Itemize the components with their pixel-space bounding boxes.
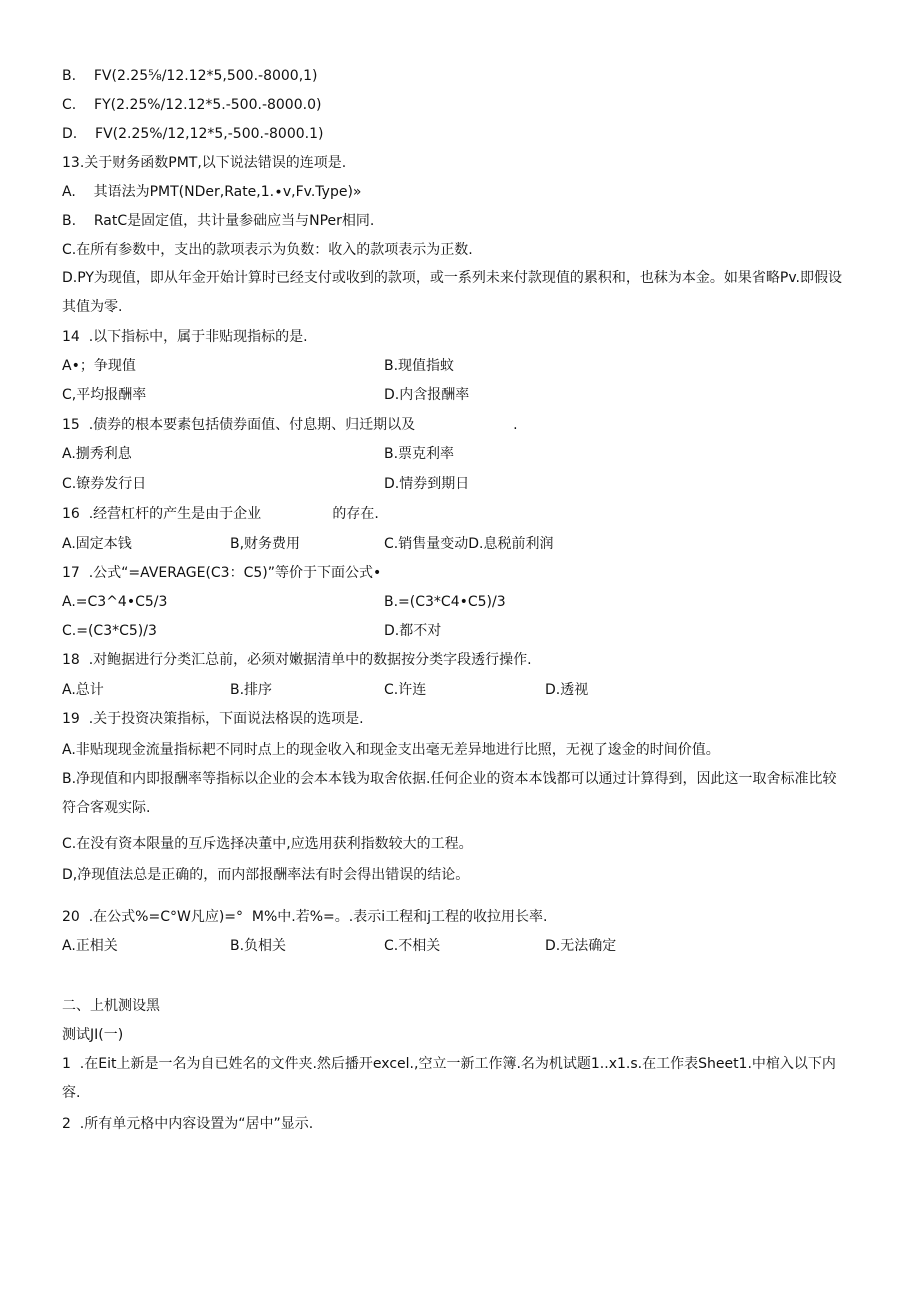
option-12c: C. FY(2.25%/12.12*5.-500.-8000.0) <box>62 97 322 113</box>
option-16a: A.固定本钱 <box>62 536 132 552</box>
option-15d: D.情券到期日 <box>384 476 470 492</box>
option-17a: A.=C3^4•C5/3 <box>62 594 168 610</box>
question-16: 16 .经营杠杆的产生是由于企业 的存在. <box>62 506 379 522</box>
option-17d: D.都不对 <box>384 623 442 639</box>
option-19a: A.非贴现现金流量指标耙不同时点上的现金收入和现金支出毫无差异地进行比照，无视了逡金的时间价值。 <box>62 742 720 758</box>
option-14d: D.内含报酬率 <box>384 387 470 403</box>
option-17c: C.=(C3*C5)/3 <box>62 623 157 639</box>
option-13c: C.在所有参数中，支出的款项表示为负数：收入的款项表示为正数. <box>62 242 473 258</box>
option-20d: D.无法确定 <box>545 938 617 954</box>
option-15c: C.镣券发行日 <box>62 476 147 492</box>
option-16cd: C.销售量变动D.息税前利润 <box>384 536 554 552</box>
option-17b: B.=(C3*C4•C5)/3 <box>384 594 506 610</box>
option-16b: B,财务费用 <box>230 536 301 552</box>
question-13: 13.关于财务函数PMT,以下说法错误的连项是. <box>62 155 347 171</box>
question-18: 18 .对鲍据进行分类汇总前，必须对嫩据清单中的数据按分类字段透行操作. <box>62 652 532 668</box>
question-17: 17 .公式“=AVERAGE(C3：C5)”等价于下面公式• <box>62 565 382 581</box>
option-19c: C.在没有资本限量的互斥选择决董中,应选用获利指数较大的工程。 <box>62 836 473 852</box>
task-2: 2 .所有单元格中内容设置为“居中”显示. <box>62 1116 314 1132</box>
question-15: 15 .债券的根本要素包括债券面值、付息期、归迁期以及 . <box>62 417 518 433</box>
test-title: 测试JI(一) <box>62 1027 124 1043</box>
option-12d: D. FV(2.25%/12,12*5,-500.-8000.1) <box>62 126 324 142</box>
task-1: 1 .在Eit上新是一名为自已姓名的文件夹.然后播开excel.,空立一新工作簿.名为机试题1..x1.s.在工作表Sheet1.中棺入以下内容. <box>62 1056 836 1101</box>
option-18d: D.透视 <box>545 682 589 698</box>
option-19b: B.净现值和内即报酬率等指标以企业的会本本钱为取舍依据.任何企业的资本本饯都可以通过计算得到，因此这一取舍标准比较符合客观实际. <box>62 771 837 816</box>
option-20b: B.负相关 <box>230 938 287 954</box>
option-14b: B.现值指蚊 <box>384 358 455 374</box>
option-14a: A•；争现值 <box>62 358 136 374</box>
option-13d: D.PY为现值，即从年金开始计算时已经支付或收到的款项，或一系列未来付款现值的累积和，也秣为本金。如果省略Pv.即假设其值为零. <box>62 270 843 315</box>
section-heading: 二、上机测设黑 <box>62 998 160 1014</box>
option-13a: A. 其语法为PMT(NDer,Rate,1.∙v,Fv.Type)» <box>62 184 362 200</box>
option-18c: C.许连 <box>384 682 427 698</box>
option-13b: B. RatC是固定值，共计量参础应当与NPer相同. <box>62 213 375 229</box>
question-19: 19 .关于投资决策指标，下面说法格误的选项是. <box>62 711 364 727</box>
question-20: 20 .在公式%=C°W凡应)=° M%中.若%=。.表示i工程和j工程的收拉用长率. <box>62 909 548 925</box>
option-20a: A.正相关 <box>62 938 118 954</box>
option-18b: B.排序 <box>230 682 273 698</box>
option-12b: B. FV(2.25⅝/12.12*5,500.-8000,1) <box>62 68 318 84</box>
question-14: 14 .以下指标中，属于非贴现指标的是. <box>62 329 308 345</box>
option-18a: A.总计 <box>62 682 104 698</box>
option-19d: D,净现值法总是正确的，而内部报酬率法有时会得出错误的结论。 <box>62 867 470 883</box>
option-15a: A.捌秀利息 <box>62 446 132 462</box>
option-14c: C,平均报酬率 <box>62 387 147 403</box>
option-15b: B.票克利率 <box>384 446 455 462</box>
option-20c: C.不相关 <box>384 938 441 954</box>
